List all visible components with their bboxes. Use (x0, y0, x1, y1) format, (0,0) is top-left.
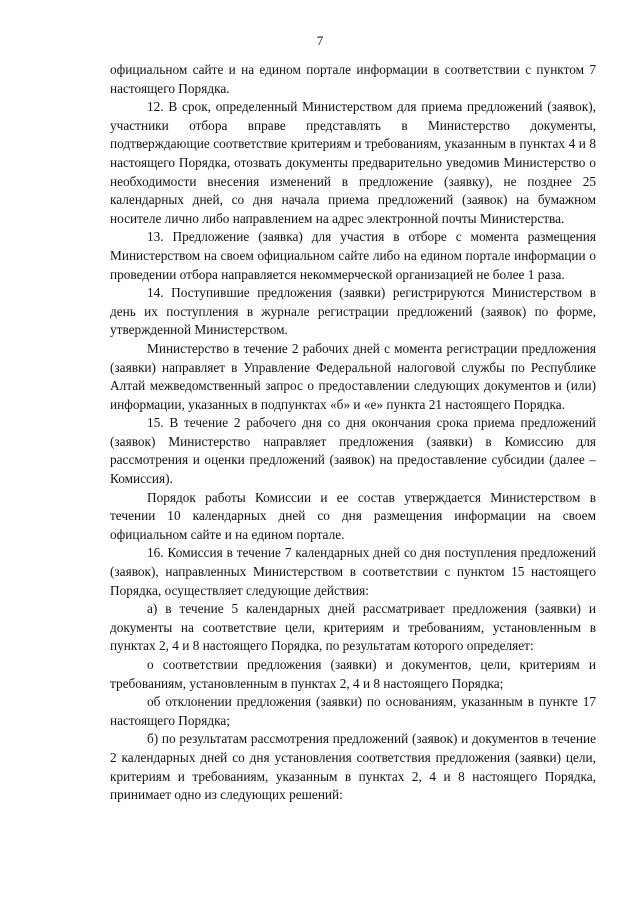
paragraph: 14. Поступившие предложения (заявки) регистрируются Министерством в день их поступления в журнале регистрации предложений (заявок) по форме, утвержденной Министерством. (110, 285, 596, 338)
paragraph: 13. Предложение (заявка) для участия в отборе с момента размещения Министерством на своем официальном сайте либо на едином портале информации о проведении отбора направляется некоммерческой организацией не более 1 раза. (110, 229, 596, 282)
paragraph: а) в течение 5 календарных дней рассматривает предложения (заявки) и документы на соответствие цели, критериям и требованиям, установленным в пунктах 2, 4 и 8 настоящего Порядка, по результатам которого определяет: (110, 601, 596, 654)
paragraph: Министерство в течение 2 рабочих дней с момента регистрации предложения (заявки) направляет в Управление Федеральной налоговой службы по Республике Алтай межведомственный запрос о предоставлении следующих документов и (или) информации, указанных в подпунктах «б» и «е» пункта 21 настоящего Порядка. (110, 340, 596, 412)
page-number: 7 (316, 33, 324, 48)
paragraph: 15. В течение 2 рабочего дня со дня окончания срока приема предложений (заявок) Министерство направляет предложения (заявки) в Комиссию для рассмотрения и оценки предложений (заявок) на предоставление субсидии (далее – Комиссия). (110, 415, 596, 487)
paragraph: о соответствии предложения (заявки) и документов, цели, критериям и требованиям, установленным в пунктах 2, 4 и 8 настоящего Порядка; (110, 657, 596, 691)
paragraph: Порядок работы Комиссии и ее состав утверждается Министерством в течении 10 календарных дней со дня размещения информации на своем официальном сайте и на едином портале. (110, 489, 596, 542)
paragraph: б) по результатам рассмотрения предложений (заявок) и документов в течение 2 календарных дней со дня установления соответствия предложения (заявки) цели, критериям и требованиям, указанным в пунктах 2, 4 и 8 настоящего Порядка, принимает одно из следующих решений: (110, 731, 596, 803)
paragraph: 16. Комиссия в течение 7 календарных дней со дня поступления предложений (заявок), направленных Министерством в соответствии с пунктом 15 настоящего Порядка, осуществляет следующие действия: (110, 545, 596, 598)
paragraph: 12. В срок, определенный Министерством для приема предложений (заявок), участники отбора вправе представлять в Министерство документы, подтверждающие соответствие критериям и требованиям, указанным в пунктах 4 и 8 настоящего Порядка, отозвать документы предварительно уведомив Министерство о необходимости внесения изменений в предложение (заявку), не позднее 25 календарных дней, со дня начала приема предложений (заявок) на бумажном носителе лично либо направлением на адрес электронной почты Министерства. (110, 99, 596, 226)
paragraph: об отклонении предложения (заявки) по основаниям, указанным в пункте 17 настоящего Порядка; (110, 694, 596, 728)
paragraph: официальном сайте и на едином портале информации в соответствии с пунктом 7 настоящего Порядка. (110, 62, 596, 96)
document-body (110, 61, 596, 805)
